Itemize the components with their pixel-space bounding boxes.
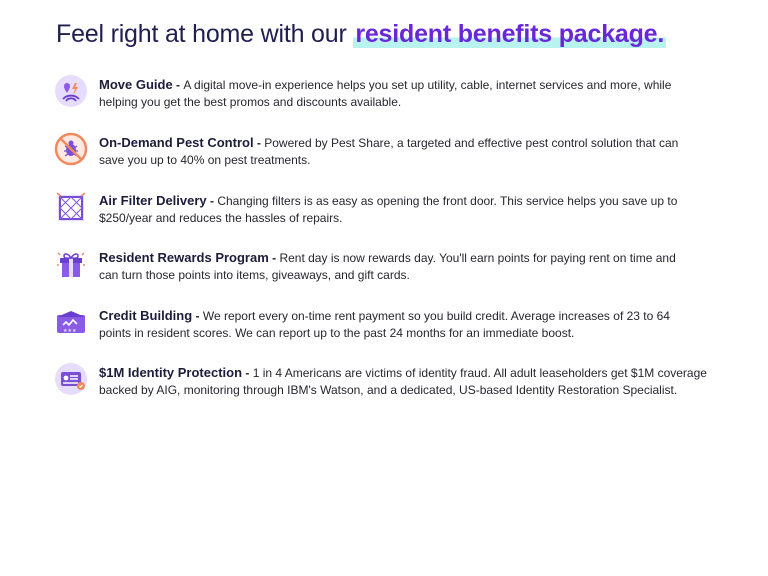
benefit-air-filter bbox=[54, 192, 724, 227]
benefit-description-line2: can turn those points into items, giveaways, and gift cards. bbox=[99, 268, 410, 282]
benefit-move-guide bbox=[54, 76, 724, 111]
benefit-description-line2: backed by AIG, monitoring through IBM's Watson, and a dedicated, US-based Identity Restoration Specialist. bbox=[99, 383, 678, 397]
benefit-description-line1: 1 in 4 Americans are victims of identity fraud. All adult leaseholders get $1M coverage bbox=[252, 366, 707, 380]
svg-text:★★★: ★★★ bbox=[63, 328, 77, 334]
benefit-separator: - bbox=[268, 251, 280, 265]
pest-control-icon bbox=[54, 132, 88, 166]
benefit-description-line2: helping you get the best promos and discounts available. bbox=[99, 95, 402, 109]
benefit-separator: - bbox=[242, 366, 253, 380]
benefit-description-line1: A digital move-in experience helps you set up utility, cable, internet services and more, while bbox=[183, 78, 672, 92]
benefit-title: Resident Rewards Program bbox=[99, 250, 269, 265]
benefit-description-line1: We report every on-time rent payment so you build credit. Average increases of 23 to 64 bbox=[202, 309, 670, 323]
benefit-description-line1: Rent day is now rewards day. You'll earn points for paying rent on time and bbox=[279, 251, 676, 265]
benefit-separator: - bbox=[192, 309, 203, 323]
benefit-description-line1: Changing filters is as easy as opening the front door. This service helps you save up to bbox=[217, 194, 678, 208]
benefit-description-line2: $250/year and reduces the hassles of repairs. bbox=[99, 211, 343, 225]
gift-icon bbox=[54, 247, 88, 281]
benefit-separator: - bbox=[253, 136, 265, 150]
benefit-description-line2: points in resident scores. We can report up to the past 24 months for an immediate boost. bbox=[99, 326, 575, 340]
page-headline bbox=[56, 20, 666, 49]
air-filter-icon bbox=[54, 190, 88, 224]
benefit-identity-protection bbox=[54, 364, 724, 399]
benefit-description-line2: save you up to 40% on pest treatments. bbox=[99, 153, 311, 167]
headline-lead: Feel right at home with our bbox=[56, 20, 354, 48]
benefit-pest-control bbox=[54, 134, 724, 169]
headline-accent: resident benefits package. bbox=[355, 20, 665, 48]
identity-card-icon bbox=[54, 362, 88, 396]
benefit-title: Credit Building bbox=[99, 308, 193, 323]
move-guide-icon bbox=[54, 74, 88, 108]
benefit-title: Move Guide bbox=[99, 77, 173, 92]
benefit-title: $1M Identity Protection bbox=[99, 365, 243, 380]
benefit-separator: - bbox=[206, 194, 218, 208]
benefit-separator: - bbox=[172, 78, 184, 92]
benefit-title: Air Filter Delivery bbox=[99, 193, 207, 208]
benefit-description-line1: Powered by Pest Share, a targeted and effective pest control solution that can bbox=[264, 136, 679, 150]
benefit-rewards bbox=[54, 249, 724, 284]
benefit-title: On-Demand Pest Control bbox=[99, 135, 254, 150]
credit-score-icon bbox=[54, 305, 88, 339]
benefit-credit-building bbox=[54, 307, 724, 342]
